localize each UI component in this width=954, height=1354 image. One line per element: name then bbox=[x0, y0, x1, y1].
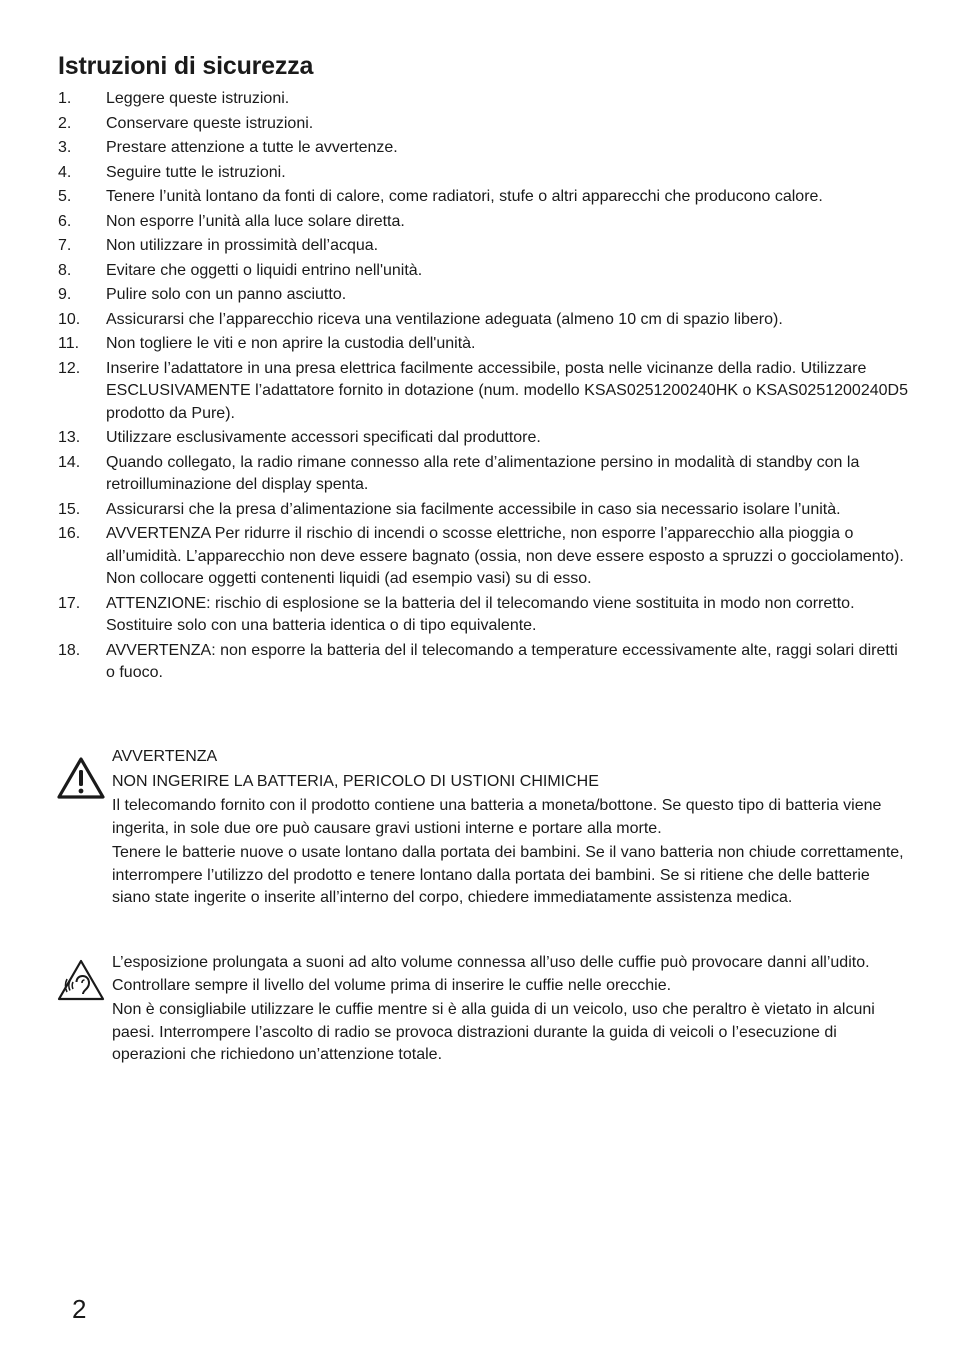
list-item bbox=[58, 523, 908, 591]
item-text: Assicurarsi che l’apparecchio riceva una ventilazione adeguata (almeno 10 cm di spazio libero). bbox=[106, 310, 783, 328]
item-number: 5. bbox=[58, 188, 72, 205]
item-text: Non esporre l’unità alla luce solare diretta. bbox=[106, 212, 405, 230]
item-number: 17. bbox=[58, 594, 81, 612]
warning-paragraph: Il telecomando fornito con il prodotto contiene una batteria a moneta/bottone. Se questo tipo di batteria viene ingerita, in sole due ore può causare gravi ustioni interne e portare alla morte. bbox=[112, 797, 882, 837]
item-number: 15. bbox=[58, 500, 81, 518]
list-item bbox=[58, 309, 908, 332]
warning-subheading: NON INGERIRE LA BATTERIA, PERICOLO DI USTIONI CHIMICHE bbox=[112, 772, 599, 790]
item-text: Inserire l’adattatore in una presa elettrica facilmente accessibile, posta nelle vicinanze della radio. Utilizzare ESCLUSIVAMENTE l’adattatore fornito in dotazione (num. modello KSAS0251200240HK o KSAS0251200240D5 prodotto da Pure). bbox=[106, 359, 908, 422]
warning-paragraph: Tenere le batterie nuove o usate lontano dalla portata dei bambini. Se il vano batteria non chiude correttamente, interrompere l’utilizzo del prodotto e tenere lontano dalla portata dei bambini. Se si ritiene che delle batterie siano state ingerite o inserite all’interno del corpo, chiedere immediatamente assistenza medica. bbox=[112, 844, 904, 906]
list-item bbox=[58, 427, 908, 450]
item-text: Prestare attenzione a tutte le avvertenze. bbox=[106, 139, 398, 156]
warning-paragraph: Non è consigliabile utilizzare le cuffie mentre si è alla guida di un veicolo, uso che peraltro è vietato in alcuni paesi. Interrompere l’ascolto di radio se provoca distrazioni durante la guida di veicoli o l’esecuzione di operazioni che richiedono un’attenzione totale. bbox=[112, 1001, 875, 1063]
item-number: 12. bbox=[58, 359, 81, 377]
item-number: 11. bbox=[58, 335, 80, 352]
item-number: 3. bbox=[58, 139, 72, 156]
list-item bbox=[58, 333, 908, 356]
page-number: 2 bbox=[72, 1294, 87, 1324]
item-number: 10. bbox=[58, 310, 81, 328]
item-number: 2. bbox=[58, 114, 72, 132]
item-number: 4. bbox=[58, 163, 72, 181]
list-item bbox=[58, 137, 908, 160]
battery-warning bbox=[56, 746, 906, 912]
warning-paragraph: L’esposizione prolungata a suoni ad alto volume connessa all’uso delle cuffie può provocare danni all’udito. Controllare sempre il livello del volume prima di inserire le cuffie nelle orecchie. bbox=[112, 954, 870, 994]
list-item bbox=[58, 593, 908, 638]
list-item bbox=[58, 260, 908, 283]
list-item bbox=[58, 452, 908, 497]
item-text: Quando collegato, la radio rimane connesso alla rete d’alimentazione persino in modalità di standby con la retroilluminazione del display spenta. bbox=[106, 453, 860, 493]
item-text: AVVERTENZA Per ridurre il rischio di incendi o scosse elettriche, non esporre l’apparecchio alla pioggia o all’umidità. L’apparecchio non deve essere bagnato (ossia, non deve essere esposto a spruzzi o gocciolamento). Non collocare oggetti contenenti liquidi (ad esempio vasi) su di esso. bbox=[106, 525, 904, 587]
list-item bbox=[58, 113, 908, 136]
hearing-warning bbox=[56, 952, 906, 1069]
list-item bbox=[58, 284, 908, 307]
warning-triangle-icon bbox=[56, 756, 106, 808]
page-title: Istruzioni di sicurezza bbox=[58, 52, 314, 80]
item-text: Tenere l’unità lontano da fonti di calore, come radiatori, stufe o altri apparecchi che producono calore. bbox=[106, 188, 823, 205]
item-number: 14. bbox=[58, 453, 81, 471]
item-text: Utilizzare esclusivamente accessori specificati dal produttore. bbox=[106, 429, 541, 446]
item-text: Leggere queste istruzioni. bbox=[106, 90, 290, 107]
list-item bbox=[58, 358, 908, 426]
item-number: 13. bbox=[58, 429, 81, 446]
list-item bbox=[58, 211, 908, 234]
item-text: Conservare queste istruzioni. bbox=[106, 114, 314, 132]
item-text: ATTENZIONE: rischio di esplosione se la batteria del il telecomando viene sostituita in modo non corretto. Sostituire solo con una batteria identica o di tipo equivalente. bbox=[106, 594, 855, 634]
list-item bbox=[58, 186, 908, 209]
warning-heading: AVVERTENZA bbox=[112, 748, 218, 765]
list-item bbox=[58, 499, 908, 522]
item-text: AVVERTENZA: non esporre la batteria del il telecomando a temperature eccessivamente alte, raggi solari diretti o fuoco. bbox=[106, 641, 898, 681]
list-item bbox=[58, 235, 908, 258]
item-number: 7. bbox=[58, 237, 72, 254]
item-number: 8. bbox=[58, 261, 72, 279]
item-text: Pulire solo con un panno asciutto. bbox=[106, 286, 347, 303]
item-text: Non togliere le viti e non aprire la custodia dell'unità. bbox=[106, 335, 476, 352]
hearing-hazard-icon bbox=[56, 958, 106, 1010]
item-number: 9. bbox=[58, 286, 72, 303]
instructions-list bbox=[58, 88, 908, 687]
item-text: Assicurarsi che la presa d’alimentazione sia facilmente accessibile in caso sia necessario isolare l’unità. bbox=[106, 500, 841, 518]
item-text: Non utilizzare in prossimità dell’acqua. bbox=[106, 237, 379, 254]
item-text: Seguire tutte le istruzioni. bbox=[106, 163, 286, 181]
item-number: 1. bbox=[58, 90, 72, 107]
list-item bbox=[58, 162, 908, 185]
item-text: Evitare che oggetti o liquidi entrino nell'unità. bbox=[106, 261, 423, 279]
item-number: 16. bbox=[58, 525, 81, 542]
list-item bbox=[58, 640, 908, 685]
item-number: 18. bbox=[58, 641, 81, 659]
list-item bbox=[58, 88, 908, 111]
item-number: 6. bbox=[58, 212, 72, 230]
